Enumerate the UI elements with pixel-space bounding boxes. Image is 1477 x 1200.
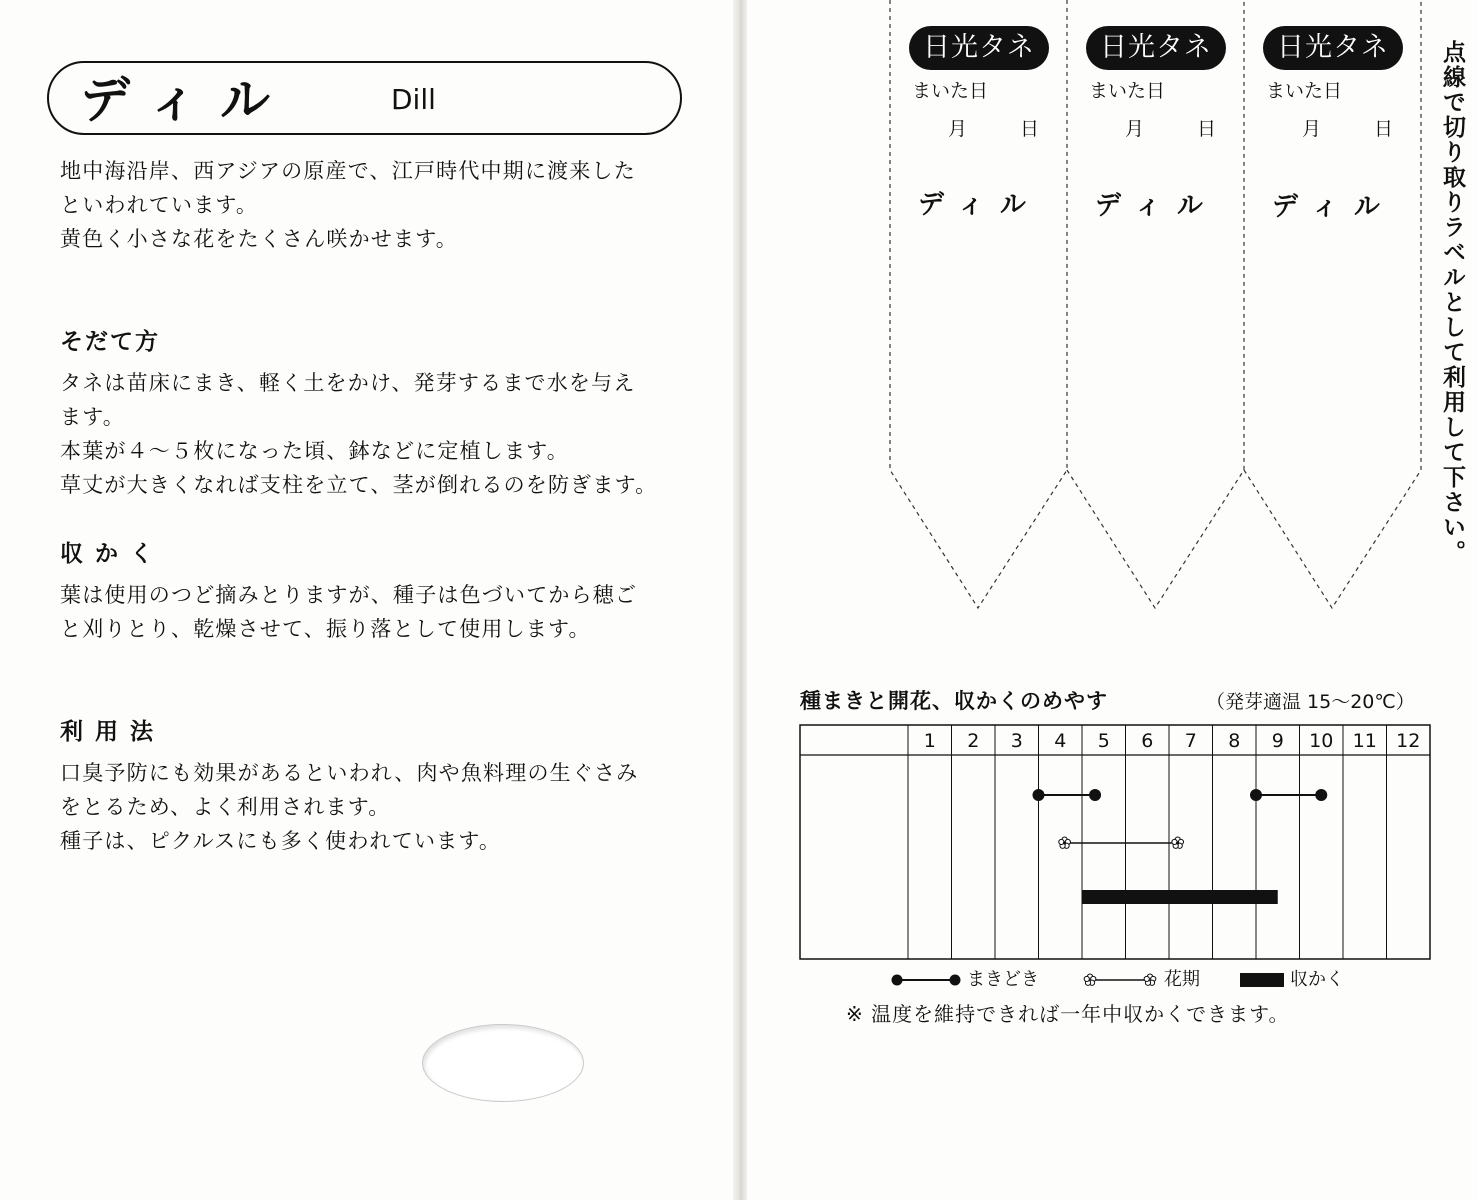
month-label: 3 — [1010, 730, 1023, 752]
day-label: 日 — [1374, 118, 1394, 140]
flowering-start-icon — [1059, 839, 1064, 844]
intro-line: といわれています。 — [60, 193, 259, 217]
chart-footnote: ※ 温度を維持できれば一年中収かくできます。 — [846, 1002, 1290, 1026]
month-label: 2 — [967, 730, 980, 752]
brand-badge: 日光タネ — [1263, 26, 1403, 70]
sown-date-label: まいた日 — [912, 80, 989, 102]
grow-heading: そだて方 — [60, 329, 160, 355]
day-label: 日 — [1020, 118, 1040, 140]
legend-flowering-marker — [1078, 966, 1164, 994]
usage-line: をとるため、よく利用されます。 — [60, 795, 391, 819]
month-label: 月 — [948, 118, 968, 140]
legend-harvest-label: 収かく — [1290, 969, 1344, 990]
flowering-start-icon — [1063, 841, 1066, 844]
month-label: 8 — [1228, 730, 1241, 752]
harvest-text — [60, 578, 637, 646]
month-label: 10 — [1309, 730, 1334, 752]
legend-harvest-marker — [1240, 973, 1284, 987]
intro-text — [60, 154, 636, 256]
month-label: 月 — [1125, 118, 1145, 140]
month-label: 1 — [923, 730, 936, 752]
month-label: 4 — [1054, 730, 1067, 752]
thumb-cutout — [422, 1024, 584, 1102]
germination-temperature: （発芽適温 15～20℃） — [1206, 691, 1415, 713]
flowering-end-icon — [1176, 841, 1179, 844]
legend-sowing-marker — [885, 966, 965, 994]
usage-line: 口臭予防にも効果があるといわれ、肉や魚料理の生ぐさみ — [60, 761, 639, 785]
seed-tag[interactable] — [1244, 26, 1422, 70]
sowing-end-dot — [1089, 789, 1101, 801]
tag-plant-name: ディル — [1095, 191, 1219, 221]
page-title: ディル — [80, 71, 292, 129]
calendar-frame — [800, 725, 1430, 959]
brand-badge: 日光タネ — [1086, 26, 1226, 70]
grow-line: タネは苗床にまき、軽く土をかけ、発芽するまで水を与え — [60, 371, 636, 395]
usage-text — [60, 756, 638, 858]
page-fold — [733, 0, 747, 1200]
flowering-end-icon — [1172, 839, 1177, 844]
month-label: 12 — [1396, 730, 1421, 752]
grow-line: 本葉が４～５枚になった頃、鉢などに定植します。 — [60, 439, 569, 463]
chart-title: 種まきと開花、収かくのめやす — [800, 689, 1108, 713]
legend-flower-icon — [1144, 976, 1149, 981]
grow-line: ます。 — [60, 405, 125, 429]
page-title-english: Dill — [391, 83, 436, 116]
brand-badge: 日光タネ — [909, 26, 1049, 70]
month-label: 9 — [1271, 730, 1284, 752]
sowing-start-dot — [1250, 789, 1262, 801]
sown-date-label: まいた日 — [1266, 80, 1343, 102]
seed-tag[interactable] — [890, 26, 1068, 70]
sowing-calendar — [790, 715, 1440, 970]
harvest-heading: 収かく — [60, 541, 165, 567]
harvest-period-bar — [1082, 890, 1278, 904]
intro-line: 黄色く小さな花をたくさん咲かせます。 — [60, 227, 458, 251]
intro-line: 地中海沿岸、西アジアの原産で、江戸時代中期に渡来した — [60, 159, 636, 183]
tag-plant-name: ディル — [1272, 192, 1396, 222]
sowing-end-dot — [1315, 789, 1327, 801]
day-label: 日 — [1197, 118, 1217, 140]
sowing-start-dot — [1033, 789, 1045, 801]
usage-heading: 利用法 — [60, 719, 165, 745]
cut-instruction: 点線で切り取りラベルとして利用して下さい。 — [1439, 40, 1465, 565]
grow-text — [60, 366, 657, 502]
seed-tag[interactable] — [1067, 26, 1245, 70]
sown-date-label: まいた日 — [1089, 80, 1166, 102]
month-label: 11 — [1352, 730, 1377, 752]
month-label: 月 — [1302, 118, 1322, 140]
harvest-line: と刈りとり、乾燥させて、振り落として使用します。 — [60, 617, 591, 641]
legend-flower-icon — [1084, 976, 1089, 981]
month-label: 5 — [1097, 730, 1110, 752]
grow-line: 草丈が大きくなれば支柱を立て、茎が倒れるのを防ぎます。 — [60, 473, 658, 497]
month-label: 6 — [1141, 730, 1154, 752]
month-label: 7 — [1184, 730, 1197, 752]
legend-flowering-label: 花期 — [1164, 969, 1200, 990]
harvest-line: 葉は使用のつど摘みとりますが、種子は色づいてから穂ご — [60, 583, 638, 607]
legend-sowing-label: まきどき — [967, 969, 1039, 990]
tag-plant-name: ディル — [918, 190, 1042, 220]
usage-line: 種子は、ピクルスにも多く使われています。 — [60, 829, 502, 853]
